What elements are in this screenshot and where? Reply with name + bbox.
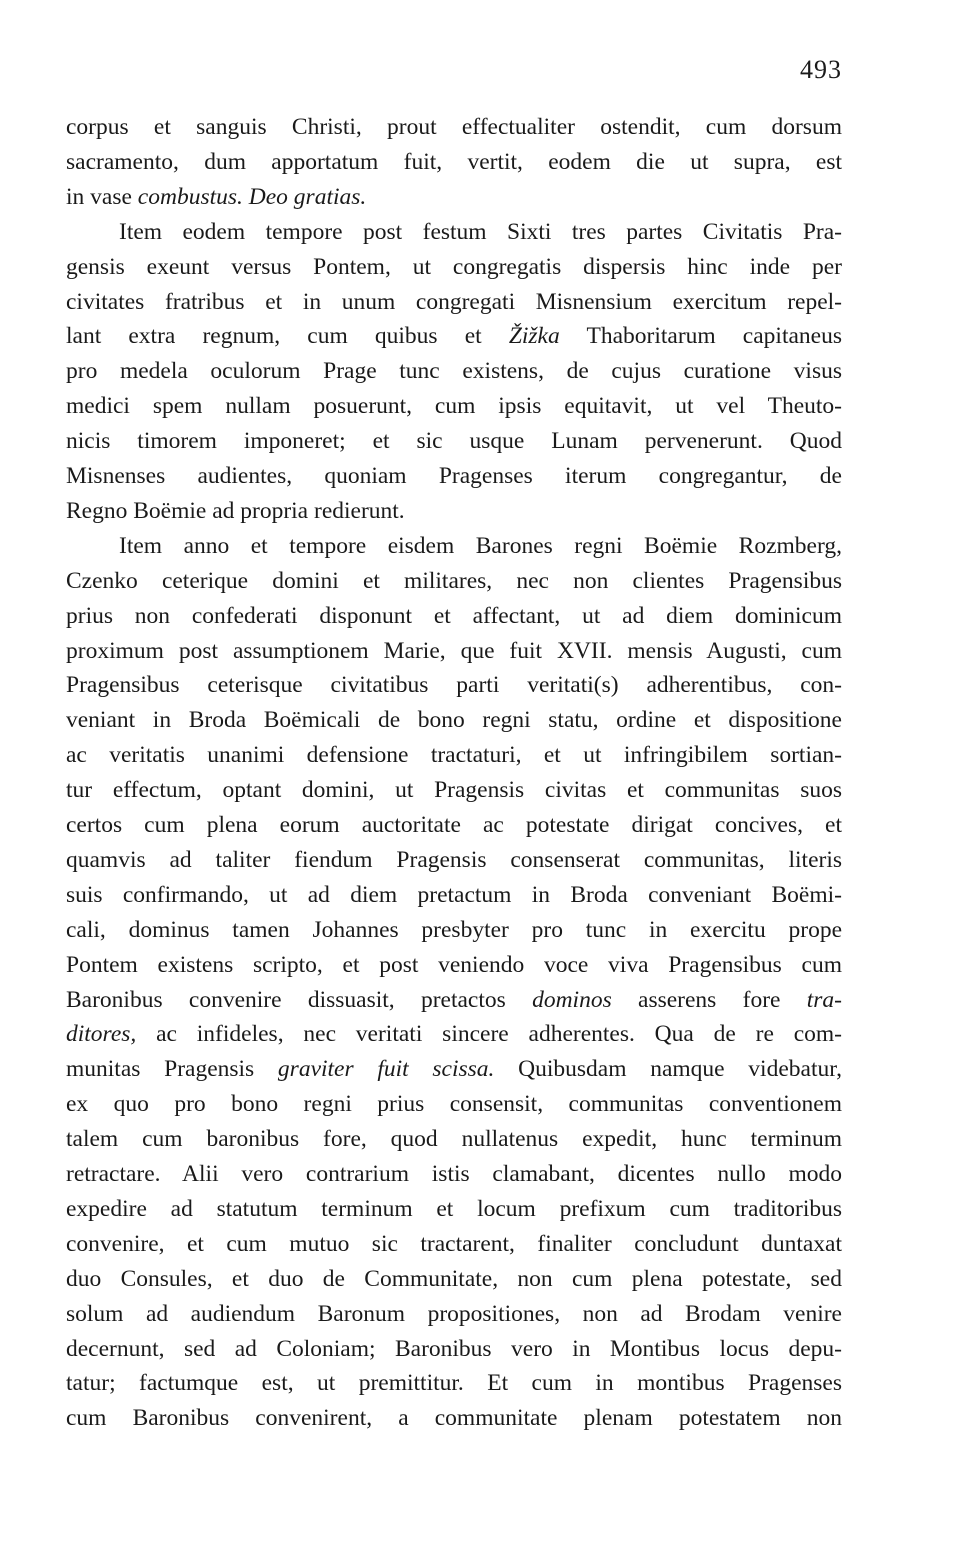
text-line: [66, 496, 842, 526]
text-segment: gensis exeunt versus Pontem, ut congregatis dispersis hinc inde per: [66, 253, 842, 280]
text-segment: certos cum plena eorum auctoritate ac potestate dirigat concives, et: [66, 812, 842, 838]
text-segment: Pragensibus ceterisque civitatibus parti veritati(s) adherentibus, con-: [66, 672, 842, 699]
text-segment: sacramento, dum apportatum fuit, vertit, eodem die ut supra, est: [66, 148, 842, 175]
text-line: [119, 217, 842, 247]
text-line: [66, 391, 842, 421]
text-line: [66, 880, 842, 910]
text-segment: pro medela oculorum Prage tunc existens, de cujus curatione visus: [66, 358, 842, 385]
text-line: [66, 1124, 842, 1154]
text-segment: tur effectum, optant domini, ut Pragensis civitas et communitas suos: [66, 777, 842, 804]
text-line: [66, 950, 842, 980]
text-segment: proximum post assumptionem Marie, que fuit XVII. mensis Augusti, cum: [66, 637, 842, 664]
text-line: [66, 705, 842, 735]
text-segment: Baronibus convenire dissuasit, pretactos: [66, 986, 533, 1013]
text-segment: cali, dominus tamen Johannes presbyter pro tunc in exercitu prope: [66, 916, 842, 943]
page-number: 493: [800, 55, 842, 84]
text-segment: Quibusdam namque videbatur,: [494, 1056, 842, 1083]
text-segment: corpus et sanguis Christi, prout effectualiter ostendit, cum dorsum: [66, 114, 842, 140]
text-line: [66, 1019, 842, 1049]
text-segment: talem cum baronibus fore, quod nullatenus expedit, hunc terminum: [66, 1126, 842, 1153]
text-line: [66, 1159, 842, 1189]
text-line: [119, 531, 842, 561]
text-line: [66, 740, 842, 770]
text-segment: Regno Boëmie ad propria redierunt.: [66, 497, 405, 524]
italic-text: combustus. Deo gratias.: [137, 183, 367, 210]
text-segment: retractare. Alii vero contrarium istis clamabant, dicentes nullo modo: [66, 1161, 842, 1187]
text-segment: expedire ad statutum terminum et locum prefixum cum traditoribus: [66, 1195, 842, 1222]
text-segment: lant extra regnum, cum quibus et: [66, 323, 509, 350]
text-line: [66, 1089, 842, 1119]
text-segment: quamvis ad taliter fiendum Pragensis consenserat communitas, literis: [66, 846, 842, 873]
text-segment: tatur; factumque est, ut premittitur. Et cum in montibus Pragenses: [66, 1370, 842, 1397]
text-segment: prius non confederati disponunt et affectant, ut ad diem dominicum: [66, 602, 842, 629]
text-line: [66, 636, 842, 666]
text-line: [66, 1299, 842, 1329]
text-segment: Item anno et tempore eisdem Barones regni Boëmie Rozmberg,: [119, 532, 842, 559]
text-line: [66, 810, 842, 840]
text-line: [66, 461, 842, 491]
italic-text: ditores,: [66, 1021, 137, 1048]
text-segment: ac veritatis unanimi defensione tractaturi, et ut infringibilem sortian-: [66, 742, 842, 769]
text-segment: suis confirmando, ut ad diem pretactum in Broda conveniant Boëmi-: [66, 881, 842, 908]
text-line: [66, 1334, 842, 1364]
text-line: [66, 845, 842, 875]
text-line: [66, 1054, 842, 1084]
text-segment: cum Baronibus convenirent, a communitate plenam potestatem non: [66, 1405, 842, 1432]
italic-text: tra-: [806, 986, 842, 1013]
text-line: [66, 775, 842, 805]
text-line: [66, 670, 842, 700]
italic-text: dominos: [532, 986, 612, 1013]
text-line: [66, 1368, 842, 1398]
text-line: [66, 321, 842, 351]
text-segment: medici spem nullam posuerunt, cum ipsis equitavit, ut vel Theuto-: [66, 393, 842, 420]
text-segment: Thaboritarum capitaneus: [559, 323, 842, 350]
text-line: [66, 182, 842, 212]
text-segment: veniant in Broda Boëmicali de bono regni statu, ordine et dispositione: [66, 707, 842, 734]
text-line: [66, 601, 842, 631]
text-line: [66, 915, 842, 945]
text-line: [66, 426, 842, 456]
text-segment: solum ad audiendum Baronum propositiones, non ad Brodam venire: [66, 1300, 842, 1327]
text-segment: nicis timorem imponeret; et sic usque Lunam pervenerunt. Quod: [66, 428, 842, 455]
text-line: [66, 252, 842, 282]
text-line: [66, 566, 842, 596]
text-segment: Pontem existens scripto, et post veniendo voce viva Pragensibus cum: [66, 951, 842, 978]
text-line: [66, 112, 842, 142]
text-segment: decernunt, sed ad Coloniam; Baronibus vero in Montibus locus depu-: [66, 1335, 842, 1362]
text-line: [66, 1264, 842, 1294]
text-segment: duo Consules, et duo de Communitate, non cum plena potestate, sed: [66, 1265, 842, 1292]
text-line: [66, 147, 842, 177]
text-line: [66, 985, 842, 1015]
text-line: [66, 356, 842, 386]
italic-text: Žižka: [508, 323, 560, 350]
text-segment: in vase: [66, 183, 138, 210]
text-line: [66, 1229, 842, 1259]
text-segment: ex quo pro bono regni prius consensit, communitas conventionem: [66, 1091, 842, 1118]
text-segment: asserens fore: [611, 986, 807, 1013]
text-line: [66, 1403, 842, 1433]
text-line: [66, 1194, 842, 1224]
text-segment: convenire, et cum mutuo sic tractarent, finaliter concludunt duntaxat: [66, 1230, 842, 1257]
text-segment: civitates fratribus et in unum congregati Misnensium exercitum repel-: [66, 288, 842, 315]
text-segment: Czenko ceterique domini et militares, nec non clientes Pragensibus: [66, 567, 842, 594]
text-segment: munitas Pragensis: [66, 1056, 278, 1083]
text-segment: ac infideles, nec veritati sincere adherentes. Qua de re com-: [136, 1021, 842, 1048]
text-line: [66, 287, 842, 317]
text-segment: Item eodem tempore post festum Sixti tres partes Civitatis Pra-: [119, 218, 842, 245]
text-segment: Misnenses audientes, quoniam Pragenses iterum congregantur, de: [66, 463, 842, 489]
italic-text: graviter fuit scissa.: [277, 1056, 495, 1083]
